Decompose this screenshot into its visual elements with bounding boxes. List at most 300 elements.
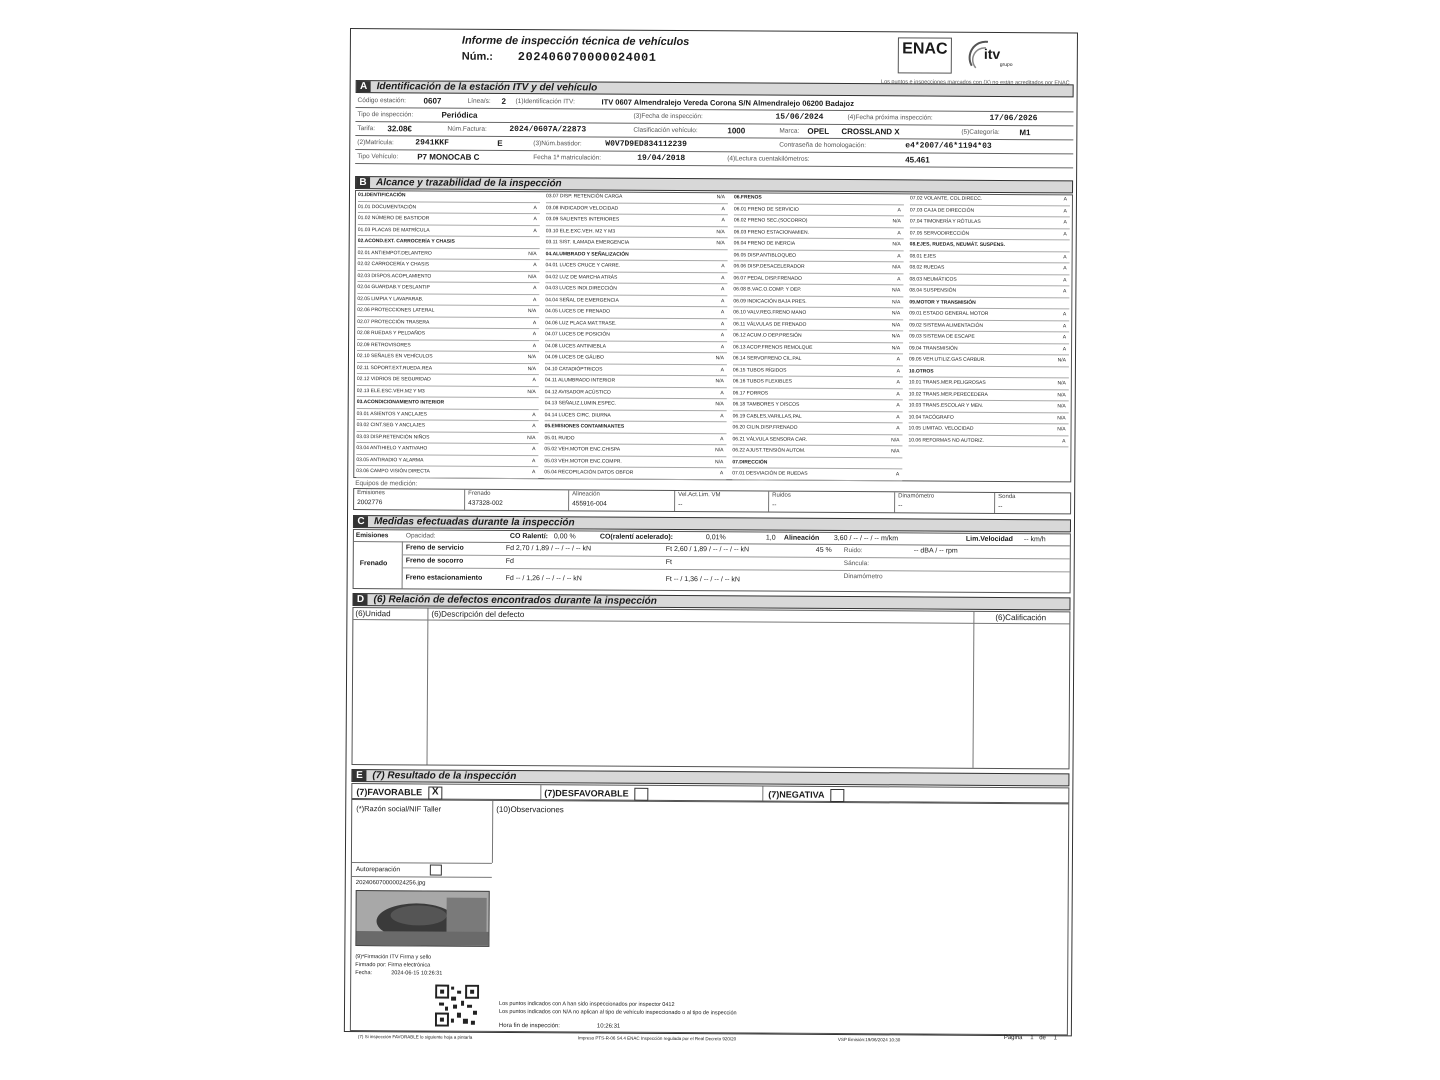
freno-estac-ft: Ft -- / 1,36 / -- / -- / -- kN (665, 575, 740, 584)
scope-item-result: N/A (716, 228, 725, 235)
scope-item-result: A (721, 205, 725, 212)
scope-item (357, 341, 539, 353)
scope-item-result: A (532, 423, 536, 430)
ruido: -- dBA / -- rpm (913, 547, 958, 555)
scope-item-label: 06.10 VALV.REG.FRENO MANO (733, 309, 807, 316)
scope-item-label: 06.07 PEDAL DISP.FRENADO (733, 274, 802, 282)
bastidor-label: (3)Núm.bastidor: (533, 140, 582, 148)
scope-item (734, 262, 904, 274)
scope-item (734, 251, 904, 263)
co-acelerado-label: CO(ralentí acelerado): (599, 533, 674, 541)
c-frenado-divider (402, 541, 403, 588)
scope-item-result: N/A (527, 365, 536, 372)
ruido-label: Ruido: (843, 547, 863, 555)
scope-item-result: N/A (1057, 414, 1066, 421)
lim-velocidad-label: Lim.Velocidad (965, 535, 1013, 544)
scope-item-result: A (896, 379, 900, 386)
scope-item (733, 320, 903, 332)
scope-item-label: 06.FRENOS (733, 194, 762, 201)
scope-item-label: 04.11 ALUMBRADO INTERIOR (544, 377, 616, 384)
clasificacion-label: Clasificación vehículo: (633, 126, 698, 135)
scope-item-result: A (1063, 219, 1067, 226)
fecha-proxima: 17/06/2026 (989, 113, 1038, 124)
scope-item-result: N/A (891, 321, 901, 328)
scope-item-label: 02.04 GUARDAB.Y DESLANTIP (357, 284, 430, 291)
scope-item-result: A (533, 216, 537, 223)
tipo-inspeccion-label: Tipo de inspección: (357, 111, 414, 119)
scope-item (358, 203, 540, 215)
scope-item (910, 206, 1070, 218)
autoreparacion-checkbox[interactable] (430, 865, 442, 876)
scope-item-label: 07.01 DESVIACIÓN DE RUEDAS (732, 470, 808, 477)
favorable-text: (7)FAVORABLE (356, 786, 423, 798)
scope-col-1 (356, 191, 542, 476)
scope-item (544, 457, 726, 469)
scope-item-label: 03.09 SALIENTES INTERIORES (545, 216, 620, 223)
scope-item (910, 229, 1070, 241)
marca: OPEL (807, 126, 830, 136)
dinamometro-label: Dinamómetro (843, 573, 883, 581)
scope-item-label: 02.12 VIDRIOS DE SEGURIDAD (356, 376, 431, 383)
scope-item (357, 306, 539, 318)
scope-item-label: 02.05 LIMPIA Y LAVAPARAB. (357, 295, 424, 302)
scope-item (734, 205, 904, 217)
linea-label: Línea/s: (467, 97, 491, 105)
scope-item (357, 318, 539, 330)
scope-item-result: A (532, 411, 536, 418)
scope-item (545, 365, 727, 377)
scope-item (545, 376, 727, 388)
fecha-matriculacion: 19/04/2018 (637, 153, 686, 164)
scope-item-result: A (721, 274, 725, 281)
scope-item-result: A (1062, 437, 1066, 444)
scope-item-result: A (896, 367, 900, 374)
categoria-label: (5)Categoría: (961, 128, 1000, 136)
scope-item-label: 03.05 ANTIRADIO Y ALARMA (356, 456, 424, 463)
scope-item-label: 02.10 SEÑALES EN VEHÍCULOS (356, 353, 433, 360)
scope-item-label: 04.05 LUCES DE FRENADO (545, 308, 611, 315)
defects-header-line (353, 619, 1069, 624)
scope-item-result: A (720, 412, 724, 419)
scope-item-label: 02.03 DISPOS.ACOPLAMIENTO (357, 272, 432, 280)
scope-item (357, 352, 539, 364)
scope-item-result: N/A (1057, 403, 1066, 410)
scope-item-result: N/A (528, 250, 537, 257)
scope-item-label: 06.16 TUBOS FLEXIBLES (732, 378, 792, 385)
scope-col-4 (908, 194, 1072, 444)
scope-item-result: A (1062, 334, 1067, 341)
scope-item-label: 03.04 ANTIHIELO Y ANTIVAHO (356, 445, 428, 452)
matricula-suffix: E (497, 138, 503, 148)
scope-item-label: 09.MOTOR Y TRANSMISIÓN (909, 298, 976, 306)
scope-item-result: N/A (716, 240, 725, 247)
scope-item-result: N/A (891, 344, 901, 351)
scope-item-result: A (720, 309, 725, 316)
scope-item (909, 413, 1069, 425)
scope-group-header (732, 458, 902, 470)
scope-item-label: 02.ACOND.EXT. CARROCERÍA Y CHASIS (357, 238, 455, 245)
freno-servicio-pct: 45 % (815, 546, 832, 554)
scope-item-label: 08.EJES, RUEDAS, NEUMÁT. SUSPENS. (909, 241, 1006, 249)
scope-item (545, 411, 727, 423)
footer-left: (7) Si inspección FAVORABLE lo siguiente hoja a pintarla (357, 1034, 473, 1040)
page-of: de (1039, 1035, 1046, 1042)
homologacion: e4*2007/46*1194*03 (905, 141, 992, 151)
defects-col-divider-1 (427, 608, 429, 764)
report-title: Informe de inspección técnica de vehículos (461, 34, 690, 49)
scope-item (733, 423, 903, 435)
scope-item (357, 283, 539, 295)
defects-col-descripcion: (6)Descripción del defecto (431, 609, 525, 620)
scope-item (357, 272, 539, 284)
favorable-checkbox[interactable]: X (428, 786, 442, 799)
scope-item-label: 06.05 DISP.ANTIBLOQUEO (733, 251, 797, 259)
scope-item-result: N/A (1057, 380, 1066, 387)
measurements-box (353, 529, 1071, 593)
section-c-title: Medidas efectuadas durante la inspección (373, 516, 575, 529)
scope-item (909, 355, 1069, 367)
scope-item-result: N/A (891, 333, 901, 340)
scope-item (357, 421, 539, 433)
scope-item-label: 07.03 CAJA DE DIRECCIÓN (909, 206, 975, 214)
scope-item-label: 06.17 FORROS (732, 389, 769, 397)
scope-item-label: 06.12 ACUM.O DEP.PRESIÓN (733, 332, 802, 339)
scope-item-label: 03.ACONDICIONAMIENTO INTERIOR (356, 399, 445, 406)
scope-item-result: A (1062, 311, 1067, 318)
scope-item (909, 344, 1069, 356)
scope-item-label: 02.11 SOPORT.EXT.RUEDA.REA (356, 364, 433, 372)
scope-item-result: A (1063, 253, 1067, 260)
scope-item-label: 04.13 SEÑALIZ.LUMIN.ESPEC. (544, 400, 617, 407)
scope-item (357, 329, 539, 341)
scope-item-label: 06.21 VÁLVULA SENSORA CAR. (732, 435, 808, 443)
scope-item-label: 03.03 DISP.RETENCIÓN NIÑOS (356, 433, 430, 440)
scope-item (358, 260, 540, 272)
accreditation-note: Los puntos e inspecciones marcados con (X) no están acreditados por ENAC (881, 79, 1070, 87)
scope-item-label: 03.10 ELE.EXC.VEH. M2 Y M3 (545, 227, 616, 235)
section-a-letter: A (357, 81, 371, 92)
scope-item-result: A (897, 229, 901, 236)
scope-item-label: 04.14 LUCES CIRC. DIURNA (544, 411, 611, 419)
matricula-label: (2)Matrícula: (357, 139, 394, 147)
scope-item-result: A (896, 390, 900, 397)
scope-item-result: A (720, 435, 724, 442)
tipo-vehiculo-label: Tipo Vehículo: (357, 153, 399, 161)
scope-item (546, 238, 728, 250)
codigo-estacion: 0607 (423, 96, 442, 106)
scope-item (358, 226, 540, 238)
scope-item-label: 10.05 LIMITAD. VELOCIDAD (908, 425, 974, 432)
scope-item-result: N/A (527, 308, 537, 315)
scope-item-result: N/A (891, 298, 901, 305)
scope-item-result: N/A (892, 287, 901, 294)
scope-item-label: 05.04 RECOPILACIÓN DATOS OBFOR (544, 469, 634, 476)
scope-item (909, 275, 1069, 287)
scope-item (545, 399, 727, 411)
scope-item-label: 06.02 FRENO SEC.(SOCORRO) (733, 217, 808, 224)
favorable-label (356, 786, 442, 800)
scope-item-result: N/A (891, 448, 900, 455)
qr-code-icon (435, 985, 479, 1027)
scope-item (546, 215, 728, 227)
scope-item-result: N/A (715, 447, 724, 454)
equipment-value: 455916-004 (572, 500, 607, 508)
scope-item-label: 06.13 ACOP.FRENOS REMOLQUE (733, 343, 813, 351)
scope-item-result: A (896, 402, 900, 409)
scope-item-label: 09.01 ESTADO GENERAL MOTOR (909, 310, 989, 317)
scope-item-label: 02.02 CARROCERÍA Y CHASIS (357, 261, 430, 268)
scope-item-label: 02.01 ANTIEMPOT.DELANTERO (357, 249, 432, 257)
scope-item-result: A (533, 204, 537, 211)
scope-item (733, 285, 903, 297)
scope-item-result: A (531, 469, 536, 476)
c-divider-2 (402, 554, 1070, 559)
scope-item-result: N/A (527, 434, 536, 441)
fecha-matriculacion-label: Fecha 1ª matriculación: (533, 154, 602, 162)
fecha-firma: 2024-06-15 10:26:31 (391, 970, 443, 977)
negativa-label (768, 789, 844, 802)
scope-item-label: 07.04 TIMONERÍA Y RÓTULAS (909, 218, 981, 225)
scope-item-label: 06.19 CABLES,VARILLAS,PAL (732, 412, 802, 420)
observaciones-label: (10)Observaciones (496, 804, 564, 815)
scope-item-label: 03.02 CINT.SEG Y ANCLAJES (356, 422, 426, 429)
scope-item-result: N/A (1057, 391, 1066, 398)
opacidad-label: Opacidad: (405, 532, 436, 540)
scope-item-label: 06.14 SERVOFRENO CIL.PAL (732, 355, 802, 362)
freno-estac-fd: Fd -- / 1,26 / -- / -- / -- kN (505, 574, 582, 583)
scope-item (357, 364, 539, 376)
scope-item-label: 06.06 DISP.DESACELERADOR (733, 263, 805, 270)
scope-item-result: N/A (1057, 426, 1066, 433)
scope-item (909, 390, 1069, 402)
scope-item (910, 194, 1070, 206)
scope-item-result: N/A (527, 354, 537, 361)
scope-item-label: 01.03 PLACAS DE MATRÍCULA (357, 226, 430, 233)
scope-item-label: 06.18 TAMBORES Y DISCOS (732, 401, 800, 408)
scope-item-label: 10.04 TACÓGRAFO (908, 413, 954, 421)
scope-item-result: A (532, 342, 537, 349)
scope-item (733, 308, 903, 320)
scope-item (908, 436, 1068, 448)
scope-item (910, 263, 1070, 275)
c-divider-3 (402, 567, 1070, 572)
scope-item-label: 04.01 LUCES CRUCE Y CARRE. (545, 262, 621, 269)
defects-col-divider-2 (972, 612, 974, 768)
desfavorable-checkbox[interactable] (635, 788, 649, 801)
scope-item (357, 295, 539, 307)
scope-item (358, 249, 540, 261)
equipment-label: Dinamómetro (898, 493, 935, 500)
scope-item-result: A (896, 413, 900, 420)
fecha-firma-label: Fecha: (355, 970, 373, 977)
qr-code (435, 985, 479, 1027)
alineacion-label: Alineación (783, 534, 820, 542)
scope-item (909, 378, 1069, 390)
scope-item-label: 10.03 TRANS.ESCOLAR Y MEN. (908, 402, 984, 409)
hora-fin-label: Hora fin de inspección: (498, 1022, 560, 1030)
equipment-cell (674, 491, 769, 512)
defects-table (351, 607, 1070, 769)
enac-logo (898, 37, 952, 73)
scope-item-label: 04.03 LUCES INDI.DIRECCIÓN (545, 285, 617, 292)
report-number: 202406070000024001 (517, 50, 657, 65)
scope-item (356, 433, 538, 445)
result-details-box (350, 799, 1069, 1035)
equipment-label: Emisiones (357, 490, 385, 497)
tipo-inspeccion: Periódica (441, 110, 478, 120)
observaciones-divider (492, 801, 493, 863)
co-ralenti-label: CO Ralentí: (509, 532, 549, 541)
num-factura-label: Núm.Factura: (447, 125, 487, 133)
freno-servicio-label: Freno de servicio (405, 544, 464, 552)
scope-item-label: 03.06 CAMPO VISIÓN DIRECTA (356, 468, 430, 475)
scope-item (733, 400, 903, 412)
equipment-label: Ruidos (772, 492, 791, 499)
scope-item-label: 04.06 LUZ PLACA MAT.TRASE. (545, 319, 617, 327)
scope-item-result: N/A (716, 194, 725, 201)
scope-item-result: A (1063, 196, 1067, 203)
equipment-cell (568, 490, 675, 511)
scope-group-header (358, 237, 540, 249)
scope-item (545, 342, 727, 354)
scope-item (732, 469, 902, 481)
scope-group-header (546, 250, 728, 262)
scope-item-result: N/A (715, 401, 724, 408)
scope-item-label: 05.01 RUIDO (544, 434, 575, 441)
scope-item-label: 09.05 VEH.UTILIZ.GAS CARBUR. (908, 356, 986, 363)
co-acelerado: 0,01% (705, 534, 726, 542)
scope-item (909, 286, 1069, 298)
section-e-letter: E (352, 770, 366, 781)
scope-item (733, 343, 903, 355)
scope-item-result: N/A (528, 273, 537, 280)
scope-item (546, 261, 728, 273)
section-d-title: (6) Relación de defectos encontrados durante la inspección (373, 594, 657, 607)
scope-item (545, 388, 727, 400)
scope-item-result: A (1063, 265, 1067, 272)
scope-item-label: 03.08 INDICADOR VELOCIDAD (545, 204, 619, 212)
scope-item-label: 02.06 PROTECCIONES LATERAL (357, 307, 435, 314)
freno-socorro-label: Freno de socorro (405, 557, 464, 565)
scope-item (544, 468, 726, 480)
defects-col-unidad: (6)Unidad (355, 609, 391, 619)
autoreparacion-label: Autoreparación (355, 866, 400, 874)
scope-item-result: A (896, 425, 900, 432)
scope-item-label: 01.01 DOCUMENTACIÓN (357, 203, 417, 210)
scope-item (733, 297, 903, 309)
scope-item-result: A (1062, 345, 1067, 352)
equipment-value: 437328-002 (468, 499, 503, 507)
footer-page (1004, 1035, 1057, 1041)
scope-item-result: A (532, 377, 536, 384)
scope-item (909, 309, 1069, 321)
firmado-label: Firmado por: Firma electrónica (355, 962, 431, 969)
scope-item (910, 217, 1070, 229)
matricula: 2941KKF (415, 138, 449, 148)
scope-item (544, 445, 726, 457)
scope-item-label: 04.08 LUCES ANTINIEBLA (545, 342, 606, 350)
scope-item-result: A (897, 252, 901, 259)
scope-item-label: 06.01 FRENO DE SERVICIO (733, 205, 799, 213)
tipo-vehiculo: P7 MONOCAB C (417, 152, 480, 162)
lim-velocidad: -- km/h (1023, 536, 1046, 544)
scope-item-label: 09.03 SISTEMA DE ESCAPE (909, 333, 975, 340)
itv-logo (964, 36, 1024, 74)
scope-item-label: 02.09 RETROVISORES (357, 341, 411, 348)
scope-item-result: A (895, 471, 900, 478)
linea: 2 (501, 96, 507, 106)
scope-item-label: 04.02 LUZ DE MARCHA ATRÁS (545, 273, 618, 281)
scope-group-header (909, 298, 1069, 310)
scope-item (733, 354, 903, 366)
scope-item-result: A (896, 356, 901, 363)
negativa-checkbox[interactable] (830, 789, 844, 802)
razon-social-label: (*)Razón social/NIF Taller (356, 804, 442, 814)
scope-item-label: 04.07 LUCES DE POSICIÓN (545, 331, 610, 338)
scope-item-label: 02.13 ELE.ESC.VEH.M2 Y M3 (356, 387, 425, 394)
cuentakilometros-label: (4)Lectura cuentakilómetros: (727, 155, 810, 163)
inspector-note-1: Los puntos indicados con A han sido inspeccionados por inspector 0412 (499, 1000, 675, 1009)
scope-item-result: A (720, 343, 725, 350)
scope-item-label: 10.02 TRANS.MER.PERECEDERA (908, 390, 988, 398)
hora-fin: 10:26:31 (596, 1023, 621, 1030)
scope-item-result: A (720, 297, 725, 304)
equipment-label: Vel.Act.Lim. VM (678, 492, 721, 499)
modelo: CROSSLAND X (841, 127, 900, 137)
scope-item-result: A (532, 446, 536, 453)
result-divider-1 (540, 785, 541, 799)
scope-item-label: 06.09 INDICACIÓN BAJA PRES. (733, 297, 807, 305)
footer-middle: Impreso PTS-R-06 S4.4 ENAC Inspección regulada por el Real Decreto 920/20 (577, 1035, 737, 1042)
scope-item-label: 06.03 FRENO ESTACIONAMIEN. (733, 228, 809, 236)
scope-group-header (358, 191, 540, 203)
scope-item-label: 10.01 TRANS.MER.PELIGROSAS (908, 379, 986, 386)
scope-item (909, 401, 1069, 413)
scope-item-label: 04.10 CATADIÓPTRICOS (544, 365, 603, 373)
section-c-letter: C (354, 516, 368, 527)
scope-item-label: 08.04 SUSPENSIÓN (909, 287, 957, 294)
scope-item-result: A (533, 227, 537, 234)
scope-item-result: N/A (715, 355, 725, 362)
scope-item (909, 321, 1069, 333)
scope-item (734, 239, 904, 251)
scope-item (910, 252, 1070, 264)
scope-item-result: A (897, 275, 901, 282)
equipment-value: 2002776 (357, 499, 383, 507)
bastidor: W0V7D9ED834112239 (605, 139, 687, 150)
clasificacion: 1000 (727, 126, 746, 136)
scope-item-result: N/A (1057, 357, 1067, 364)
scope-item-label: 01.IDENTIFICACIÓN (357, 192, 406, 199)
scope-item (357, 410, 539, 422)
page-number: 1 (1030, 1035, 1034, 1042)
scope-group-header (357, 398, 539, 410)
vehicle-photo-icon (356, 891, 488, 946)
equipment-label: Frenado (468, 490, 491, 497)
scope-item (544, 434, 726, 446)
scope-item (546, 227, 728, 239)
fecha-proxima-label: (4)Fecha próxima inspección: (847, 114, 933, 122)
scope-item-result: A (1063, 230, 1067, 237)
freno-servicio-fd: Fd 2,70 / 1,89 / -- / -- / -- kN (505, 544, 592, 553)
scope-item-result: A (532, 331, 537, 338)
scope-item-label: 09.02 SISTEMA ALIMENTACIÓN (909, 321, 984, 329)
result-divider-2 (762, 787, 763, 801)
scope-item (546, 204, 728, 216)
section-a-title: Identificación de la estación ITV y del vehículo (376, 81, 598, 94)
lambda-value: 1,0 (765, 534, 776, 542)
scope-item-label: 08.01 EJES (909, 252, 937, 260)
